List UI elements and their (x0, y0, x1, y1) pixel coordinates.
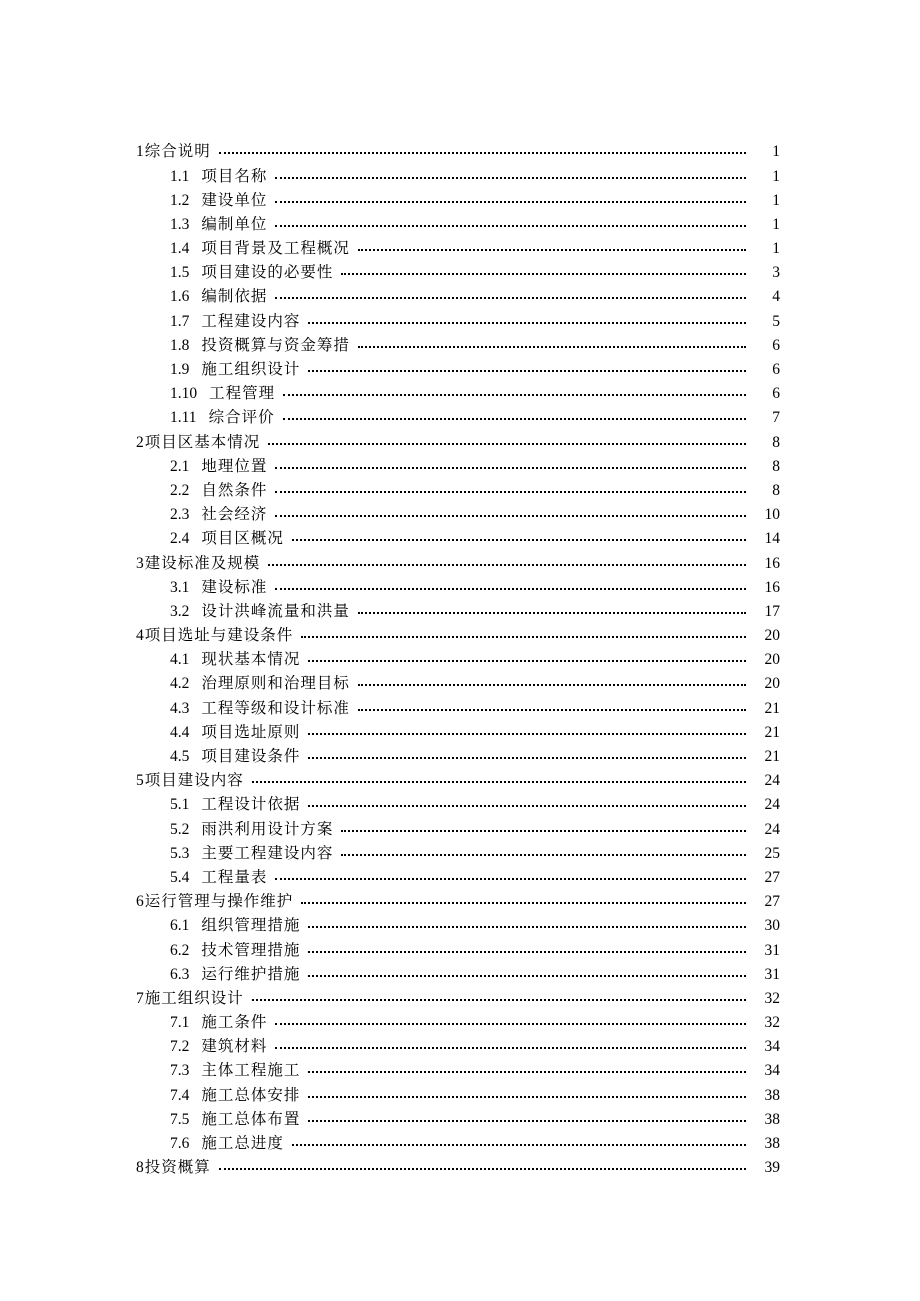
toc-page-number: 38 (764, 1086, 780, 1104)
toc-entry-title: 投资概算 (144, 1158, 211, 1177)
toc-entry-line (170, 507, 920, 523)
toc-entry-number: 7.5 (170, 1110, 190, 1128)
toc-entry-line (170, 843, 920, 862)
toc-entry-number: 4.1 (170, 651, 190, 669)
toc-entry-title: 项目背景及工程概况 (201, 239, 350, 258)
toc-page-number: 6 (772, 361, 780, 379)
toc-entry-title: 工程设计依据 (201, 795, 301, 814)
toc-page-number: 34 (764, 1062, 780, 1080)
toc-entry-number: 7.1 (170, 1014, 190, 1032)
toc-entry-line (136, 628, 920, 644)
toc-page-number: 14 (764, 530, 780, 548)
toc-entry-line (136, 553, 920, 572)
toc-page-number: 24 (764, 772, 780, 790)
toc-entry-title: 建设标准 (201, 577, 268, 596)
toc-entry-line (170, 1063, 920, 1079)
toc-entry-line (170, 964, 920, 983)
toc-entry-title: 地理位置 (201, 456, 268, 475)
toc-entry-line (170, 797, 920, 813)
toc-section-entry[interactable] (0, 938, 920, 962)
toc-entry-number: 2.2 (170, 481, 190, 499)
toc-entry-line (170, 480, 920, 499)
toc-entry-title: 综合说明 (144, 142, 211, 161)
toc-entry-number: 6.1 (170, 917, 190, 935)
toc-page-number: 32 (764, 1014, 780, 1032)
toc-section-entry[interactable] (0, 575, 920, 599)
toc-entry-title: 项目选址与建设条件 (144, 626, 294, 645)
toc-entry-line (170, 335, 920, 354)
toc-entry-title: 项目建设的必要性 (201, 263, 334, 282)
toc-entry-number: 3 (136, 554, 144, 572)
toc-dot-leader (358, 709, 746, 711)
toc-section-entry[interactable] (0, 1011, 920, 1035)
toc-entry-title: 施工条件 (201, 1013, 268, 1032)
toc-entry-line (170, 918, 920, 934)
toc-entry-number: 1.2 (170, 191, 190, 209)
toc-dot-leader (275, 201, 746, 203)
toc-section-entry[interactable] (0, 696, 920, 720)
toc-entry-line (170, 456, 920, 475)
toc-page-number: 16 (764, 554, 780, 572)
toc-section-entry[interactable] (0, 382, 920, 406)
toc-dot-leader (292, 1144, 746, 1146)
toc-entry-number: 6 (136, 893, 144, 911)
toc-page-number: 24 (764, 796, 780, 814)
toc-entry-line (170, 311, 920, 330)
toc-entry-line (170, 166, 920, 185)
toc-dot-leader (308, 1120, 746, 1122)
toc-entry-line (170, 241, 920, 257)
toc-entry-title: 编制单位 (201, 214, 268, 233)
toc-section-entry[interactable] (0, 1059, 920, 1083)
toc-page-number: 17 (764, 602, 780, 620)
toc-entry-line (170, 531, 920, 547)
toc-entry-number: 2 (136, 433, 144, 451)
toc-entry-number: 5.1 (170, 796, 190, 814)
toc-entry-line (170, 819, 920, 838)
toc-page-number: 30 (764, 917, 780, 935)
toc-entry-line (170, 676, 920, 692)
toc-dot-leader (275, 515, 746, 517)
toc-entry-title: 工程管理 (209, 384, 276, 403)
toc-entry-number: 7.3 (170, 1062, 190, 1080)
toc-chapter-entry[interactable] (0, 1156, 920, 1180)
toc-dot-leader (341, 854, 746, 856)
toc-entry-title: 运行维护措施 (201, 964, 301, 983)
toc-dot-leader (275, 1023, 746, 1025)
toc-page-number: 32 (764, 989, 780, 1007)
toc-entry-number: 3.2 (170, 602, 190, 620)
toc-dot-leader (292, 539, 746, 541)
toc-entry-title: 治理原则和治理目标 (201, 674, 350, 693)
toc-entry-number: 4.3 (170, 699, 190, 717)
toc-entry-number: 1 (136, 143, 144, 161)
toc-chapter-entry[interactable] (0, 430, 920, 454)
toc-entry-line (170, 1136, 920, 1152)
toc-entry-line (136, 773, 920, 789)
toc-dot-leader (275, 225, 746, 227)
toc-dot-leader (308, 660, 746, 662)
toc-entry-title: 主要工程建设内容 (201, 843, 334, 862)
toc-dot-leader (283, 418, 746, 420)
toc-entry-line (170, 749, 920, 765)
toc-entry-number: 7.4 (170, 1086, 190, 1104)
toc-page-number: 21 (764, 699, 780, 717)
toc-entry-number: 5 (136, 772, 144, 790)
toc-dot-leader (358, 612, 746, 614)
toc-page-number: 20 (764, 651, 780, 669)
toc-dot-leader (308, 951, 746, 953)
toc-dot-leader (252, 999, 746, 1001)
toc-entry-line (170, 867, 920, 886)
toc-section-entry[interactable] (0, 213, 920, 237)
toc-page-number: 7 (772, 409, 780, 427)
toc-entry-number: 4 (136, 627, 144, 645)
toc-dot-leader (308, 322, 746, 324)
toc-section-entry[interactable] (0, 962, 920, 986)
toc-page-number: 1 (772, 215, 780, 233)
toc-page-number: 1 (772, 167, 780, 185)
toc-page-number: 8 (772, 457, 780, 475)
toc-entry-line (170, 410, 920, 426)
toc-page-number: 5 (772, 312, 780, 330)
toc-page-number: 6 (772, 385, 780, 403)
toc-entry-title: 施工总体布置 (201, 1109, 301, 1128)
toc-entry-title: 现状基本情况 (201, 650, 301, 669)
toc-dot-leader (275, 878, 746, 880)
toc-entry-number: 1.6 (170, 288, 190, 306)
toc-page-number: 31 (764, 941, 780, 959)
toc-section-entry[interactable] (0, 334, 920, 358)
toc-entry-line (170, 1085, 920, 1104)
toc-page-number: 20 (764, 627, 780, 645)
toc-dot-leader (219, 1168, 746, 1170)
toc-page-number: 21 (764, 748, 780, 766)
toc-dot-leader (275, 588, 746, 590)
toc-entry-number: 1.3 (170, 215, 190, 233)
toc-entry-number: 7.2 (170, 1038, 190, 1056)
toc-entry-line (170, 289, 920, 305)
toc-page-number: 6 (772, 336, 780, 354)
toc-entry-line (170, 190, 920, 209)
toc-section-entry[interactable] (0, 600, 920, 624)
toc-dot-leader (358, 346, 746, 348)
toc-entry-number: 3.1 (170, 578, 190, 596)
toc-entry-number: 2.4 (170, 530, 190, 548)
toc-page-number: 16 (764, 578, 780, 596)
toc-section-entry[interactable] (0, 648, 920, 672)
toc-dot-leader (301, 902, 746, 904)
toc-section-entry[interactable] (0, 1083, 920, 1107)
toc-entry-number: 1.10 (170, 385, 198, 403)
toc-section-entry[interactable] (0, 1132, 920, 1156)
toc-dot-leader (358, 684, 746, 686)
toc-entry-line (170, 1109, 920, 1128)
toc-page-number: 1 (772, 240, 780, 258)
toc-page-number: 25 (764, 844, 780, 862)
table-of-contents (0, 140, 920, 1180)
toc-dot-leader (275, 491, 746, 493)
toc-section-entry[interactable] (0, 745, 920, 769)
toc-section-entry[interactable] (0, 188, 920, 212)
toc-dot-leader (283, 394, 746, 396)
toc-entry-line (170, 698, 920, 717)
toc-section-entry[interactable] (0, 503, 920, 527)
toc-entry-line (136, 432, 920, 451)
toc-section-entry[interactable] (0, 527, 920, 551)
toc-section-entry[interactable] (0, 841, 920, 865)
toc-page-number: 39 (764, 1159, 780, 1177)
toc-page-number: 34 (764, 1038, 780, 1056)
toc-entry-title: 工程等级和设计标准 (201, 698, 350, 717)
toc-entry-title: 项目建设内容 (144, 771, 244, 790)
toc-page-number: 20 (764, 675, 780, 693)
toc-entry-number: 5.3 (170, 844, 190, 862)
toc-chapter-entry[interactable] (0, 140, 920, 164)
toc-section-entry[interactable] (0, 672, 920, 696)
toc-page-number: 1 (772, 191, 780, 209)
toc-entry-number: 2.1 (170, 457, 190, 475)
toc-entry-line (170, 577, 920, 596)
toc-entry-number: 1.9 (170, 361, 190, 379)
toc-entry-title: 雨洪利用设计方案 (201, 819, 334, 838)
toc-section-entry[interactable] (0, 1035, 920, 1059)
toc-dot-leader (275, 177, 746, 179)
toc-entry-line (170, 940, 920, 959)
toc-entry-number: 1.1 (170, 167, 190, 185)
toc-entry-line (170, 722, 920, 741)
toc-section-entry[interactable] (0, 866, 920, 890)
toc-section-entry[interactable] (0, 164, 920, 188)
toc-dot-leader (268, 443, 746, 445)
toc-entry-number: 5.2 (170, 820, 190, 838)
toc-entry-title: 施工总体安排 (201, 1085, 301, 1104)
toc-entry-number: 8 (136, 1159, 144, 1177)
toc-entry-line (170, 386, 920, 402)
toc-entry-title: 运行管理与操作维护 (144, 892, 294, 911)
toc-page-number: 24 (764, 820, 780, 838)
toc-page-number: 8 (772, 433, 780, 451)
toc-entry-line (170, 1015, 920, 1031)
toc-entry-number: 7 (136, 989, 144, 1007)
toc-dot-leader (341, 273, 746, 275)
toc-entry-title: 项目名称 (201, 166, 268, 185)
toc-entry-title: 社会经济 (201, 505, 268, 524)
toc-section-entry[interactable] (0, 358, 920, 382)
toc-dot-leader (275, 1047, 746, 1049)
toc-entry-title: 项目区概况 (201, 529, 284, 548)
toc-entry-number: 5.4 (170, 868, 190, 886)
toc-entry-line (170, 1039, 920, 1055)
toc-entry-title: 投资概算与资金筹措 (201, 335, 350, 354)
toc-chapter-entry[interactable] (0, 551, 920, 575)
toc-chapter-entry[interactable] (0, 769, 920, 793)
toc-entry-number: 4.5 (170, 748, 190, 766)
toc-page-number: 1 (772, 143, 780, 161)
toc-entry-number: 1.8 (170, 336, 190, 354)
toc-dot-leader (308, 1071, 746, 1073)
toc-chapter-entry[interactable] (0, 890, 920, 914)
toc-dot-leader (275, 297, 746, 299)
toc-chapter-entry[interactable] (0, 624, 920, 648)
toc-entry-title: 设计洪峰流量和洪量 (201, 601, 350, 620)
toc-dot-leader (308, 975, 746, 977)
toc-dot-leader (358, 249, 746, 251)
toc-page-number: 27 (764, 893, 780, 911)
toc-entry-title: 施工组织设计 (201, 360, 301, 379)
toc-entry-number: 1.4 (170, 240, 190, 258)
toc-entry-number: 4.2 (170, 675, 190, 693)
toc-entry-title: 编制依据 (201, 287, 268, 306)
toc-entry-line (136, 1160, 920, 1176)
toc-dot-leader (308, 733, 746, 735)
toc-section-entry[interactable] (0, 479, 920, 503)
toc-section-entry[interactable] (0, 793, 920, 817)
toc-section-entry[interactable] (0, 817, 920, 841)
toc-entry-title: 工程量表 (201, 867, 268, 886)
toc-section-entry[interactable] (0, 309, 920, 333)
toc-section-entry[interactable] (0, 406, 920, 430)
toc-entry-number: 6.2 (170, 941, 190, 959)
toc-entry-number: 6.3 (170, 965, 190, 983)
toc-page-number: 8 (772, 481, 780, 499)
toc-entry-line (170, 214, 920, 233)
toc-dot-leader (341, 830, 746, 832)
toc-dot-leader (308, 757, 746, 759)
toc-dot-leader (308, 1096, 746, 1098)
toc-page-number: 21 (764, 723, 780, 741)
toc-dot-leader (308, 926, 746, 928)
toc-entry-title: 建设标准及规模 (144, 553, 261, 572)
toc-entry-line (136, 988, 920, 1007)
toc-chapter-entry[interactable] (0, 987, 920, 1011)
toc-entry-title: 工程建设内容 (201, 311, 301, 330)
toc-dot-leader (308, 805, 746, 807)
toc-entry-number: 2.3 (170, 506, 190, 524)
toc-entry-line (136, 894, 920, 910)
toc-entry-title: 项目区基本情况 (144, 432, 261, 451)
toc-page-number: 27 (764, 868, 780, 886)
toc-entry-title: 技术管理措施 (201, 940, 301, 959)
toc-entry-title: 项目建设条件 (201, 747, 301, 766)
toc-entry-title: 项目选址原则 (201, 722, 301, 741)
toc-entry-title: 自然条件 (201, 480, 268, 499)
toc-dot-leader (252, 781, 746, 783)
toc-section-entry[interactable] (0, 454, 920, 478)
toc-section-entry[interactable] (0, 261, 920, 285)
toc-page-number: 10 (764, 506, 780, 524)
toc-entry-number: 1.11 (170, 409, 197, 427)
toc-entry-title: 建筑材料 (201, 1037, 268, 1056)
toc-dot-leader (275, 467, 746, 469)
toc-entry-line (136, 144, 920, 160)
toc-dot-leader (301, 636, 746, 638)
toc-page-number: 38 (764, 1110, 780, 1128)
toc-section-entry[interactable] (0, 285, 920, 309)
toc-page-number: 38 (764, 1135, 780, 1153)
toc-entry-title: 施工组织设计 (144, 988, 244, 1007)
toc-section-entry[interactable] (0, 1108, 920, 1132)
toc-entry-number: 1.7 (170, 312, 190, 330)
toc-entry-title: 综合评价 (208, 408, 275, 427)
toc-dot-leader (308, 370, 746, 372)
toc-entry-line (170, 362, 920, 378)
toc-section-entry[interactable] (0, 721, 920, 745)
toc-entry-number: 7.6 (170, 1135, 190, 1153)
toc-entry-line (170, 601, 920, 620)
toc-entry-title: 主体工程施工 (201, 1061, 301, 1080)
toc-dot-leader (219, 152, 746, 154)
toc-entry-title: 建设单位 (201, 190, 268, 209)
toc-dot-leader (268, 564, 746, 566)
toc-entry-number: 4.4 (170, 723, 190, 741)
toc-entry-number: 1.5 (170, 264, 190, 282)
toc-section-entry[interactable] (0, 914, 920, 938)
toc-entry-line (170, 265, 920, 281)
toc-entry-title: 组织管理措施 (201, 916, 301, 935)
toc-entry-line (170, 652, 920, 668)
toc-page-number: 4 (772, 288, 780, 306)
toc-entry-title: 施工总进度 (201, 1134, 284, 1153)
toc-page-number: 3 (772, 264, 780, 282)
toc-page-number: 31 (764, 965, 780, 983)
toc-section-entry[interactable] (0, 237, 920, 261)
